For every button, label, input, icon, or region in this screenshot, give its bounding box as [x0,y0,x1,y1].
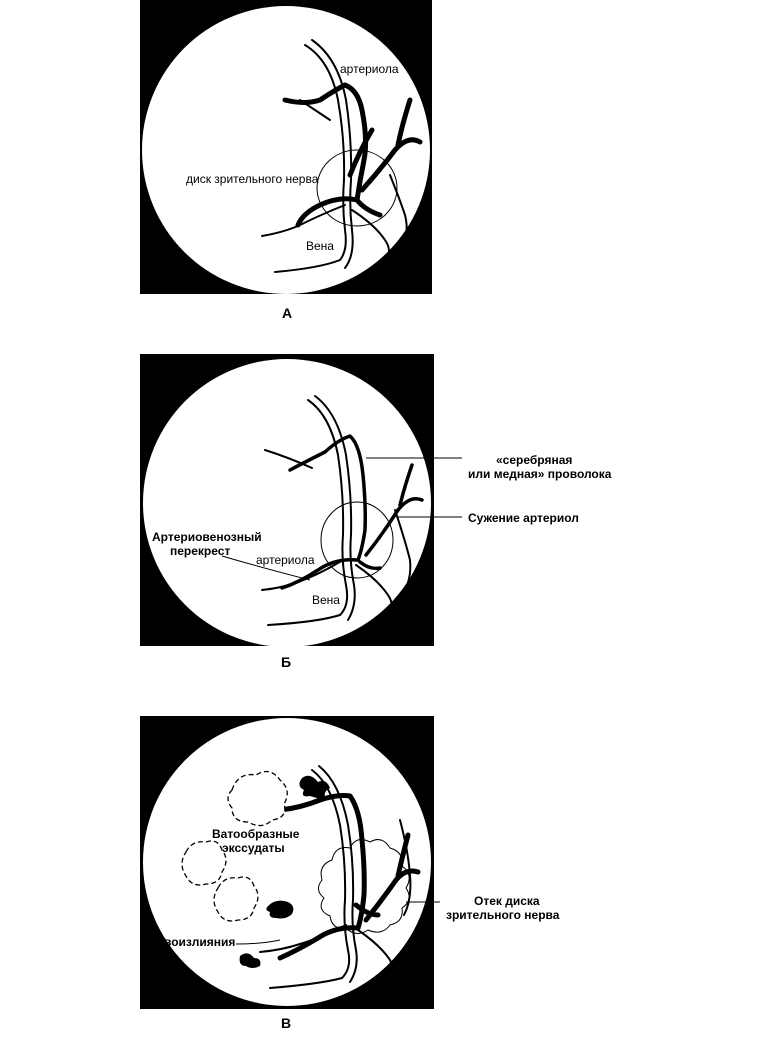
panel-b-label-vein: Вена [312,593,340,607]
panel-b-label-arteriole: артериола [256,553,315,567]
panel-b-caption: Б [281,654,292,670]
panel-c-label-cotton-1: Ватообразные [212,827,300,841]
panel-c [140,716,560,1031]
panel-b-label-narrowing: Сужение артериол [468,511,579,525]
panel-a-label-vein: Вена [306,239,334,253]
panel-b [140,354,612,670]
panel-b-label-silver-wire-1: «серебряная [496,453,573,467]
panel-c-label-cotton-2: экссудаты [222,841,285,855]
panel-b-label-av-crossing-1: Артериовенозный [152,530,262,544]
panel-b-label-av-crossing-2: перекрест [170,544,231,558]
panel-c-label-edema-1: Отек диска [474,894,540,908]
panel-b-fundus [143,359,431,647]
panel-a-label-arteriole: артериола [340,62,399,76]
panel-c-label-edema-2: зрительного нерва [446,908,560,922]
panel-c-label-hemorrhages: Кровоизлияния [142,935,236,949]
panel-a-label-optic-disc: диск зрительного нерва [186,172,319,186]
panel-a-caption: А [282,305,293,321]
panel-c-caption: В [281,1015,292,1031]
panel-a-fundus [142,6,430,294]
panel-b-label-silver-wire-2: или медная» проволока [468,467,612,481]
panel-a [140,0,432,321]
